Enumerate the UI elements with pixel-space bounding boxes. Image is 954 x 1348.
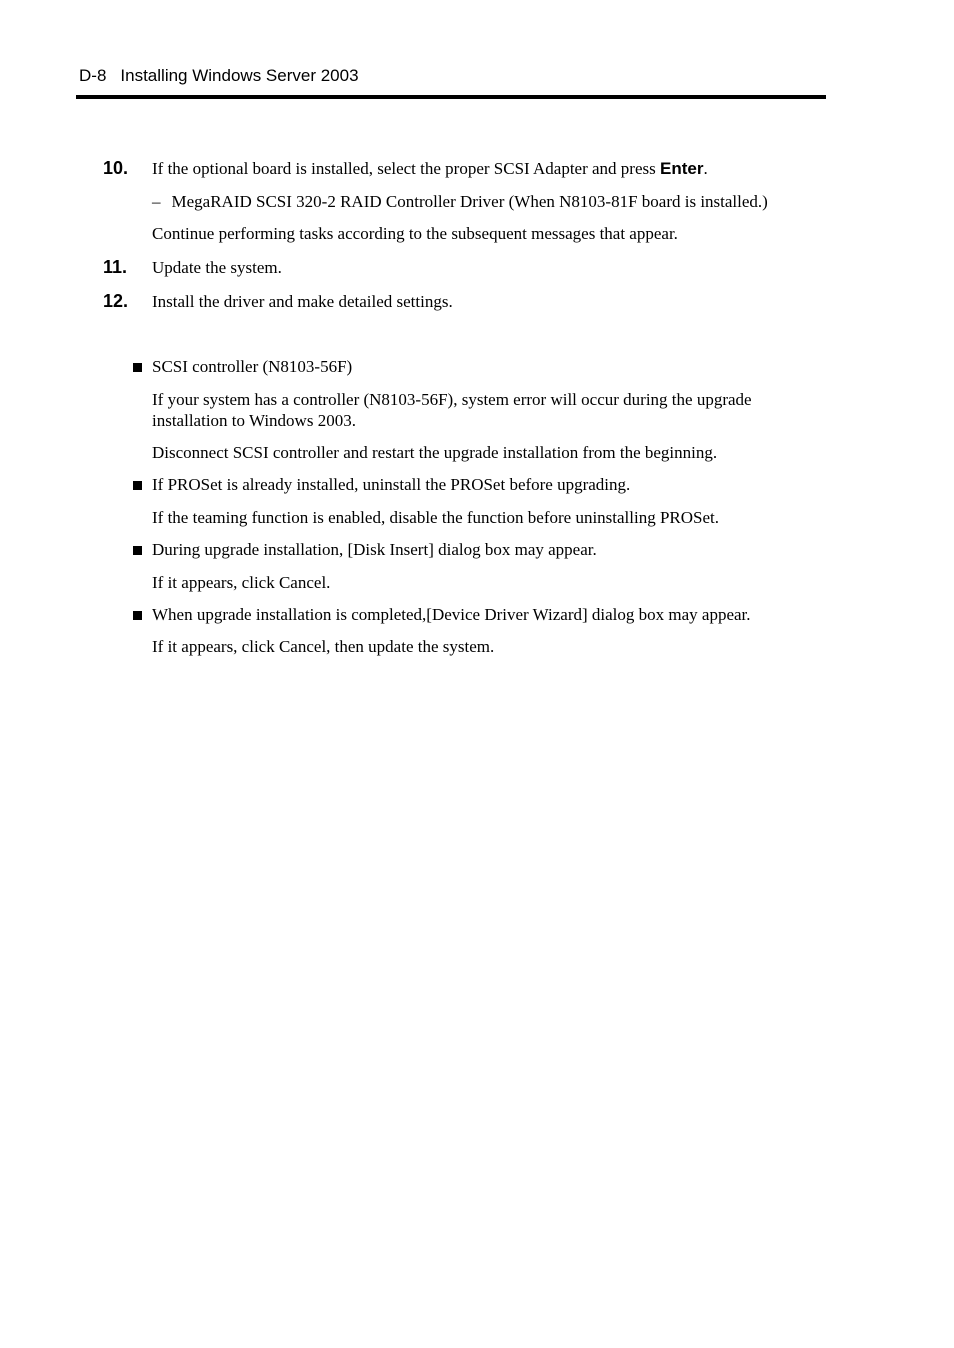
step-number-11: 11. — [103, 257, 128, 277]
note-1-title: SCSI controller (N8103-56F) — [152, 357, 353, 376]
dash-marker: – — [152, 192, 161, 211]
step-10-text-after: . — [703, 159, 708, 178]
step-10-sub-item-text: MegaRAID SCSI 320-2 RAID Controller Driver (When N8103-81F board is installed.) — [171, 192, 768, 211]
step-11-text: Update the system. — [152, 258, 282, 277]
note-1-paragraph-2: Disconnect SCSI controller and restart the upgrade installation from the beginning. — [152, 443, 718, 462]
note-4-paragraph-1: If it appears, click Cancel, then update the system. — [152, 637, 495, 656]
step-12-text: Install the driver and make detailed settings. — [152, 292, 453, 311]
note-3-title: During upgrade installation, [Disk Insert] dialog box may appear. — [152, 540, 597, 559]
bullet-square-icon — [133, 481, 142, 490]
note-3-paragraph-1: If it appears, click Cancel. — [152, 573, 331, 592]
step-number-10: 10. — [103, 158, 129, 178]
bullet-square-icon — [133, 546, 142, 555]
enter-key-label: Enter — [660, 159, 704, 178]
step-10-sub-item — [152, 191, 768, 212]
section-title: Installing Windows Server 2003 — [120, 66, 359, 85]
step-10-text-before: If the optional board is installed, select the proper SCSI Adapter and press — [152, 159, 660, 178]
note-2-title: If PROSet is already installed, uninstall the PROSet before upgrading. — [152, 475, 631, 494]
header-divider — [76, 95, 826, 99]
note-4-title: When upgrade installation is completed,[Device Driver Wizard] dialog box may appear. — [152, 605, 751, 624]
bullet-square-icon — [133, 611, 142, 620]
note-2-paragraph-1: If the teaming function is enabled, disable the function before uninstalling PROSet. — [152, 508, 720, 527]
step-number-12: 12. — [103, 291, 129, 311]
page-header — [79, 66, 359, 86]
page-number: D-8 — [79, 66, 107, 85]
step-10-text — [152, 158, 708, 179]
step-10-continuation: Continue performing tasks according to the subsequent messages that appear. — [152, 224, 678, 243]
bullet-square-icon — [133, 363, 142, 372]
note-1-paragraph-1: If your system has a controller (N8103-56F), system error will occur during the upgrade installation to Windows 2003. — [152, 390, 752, 430]
